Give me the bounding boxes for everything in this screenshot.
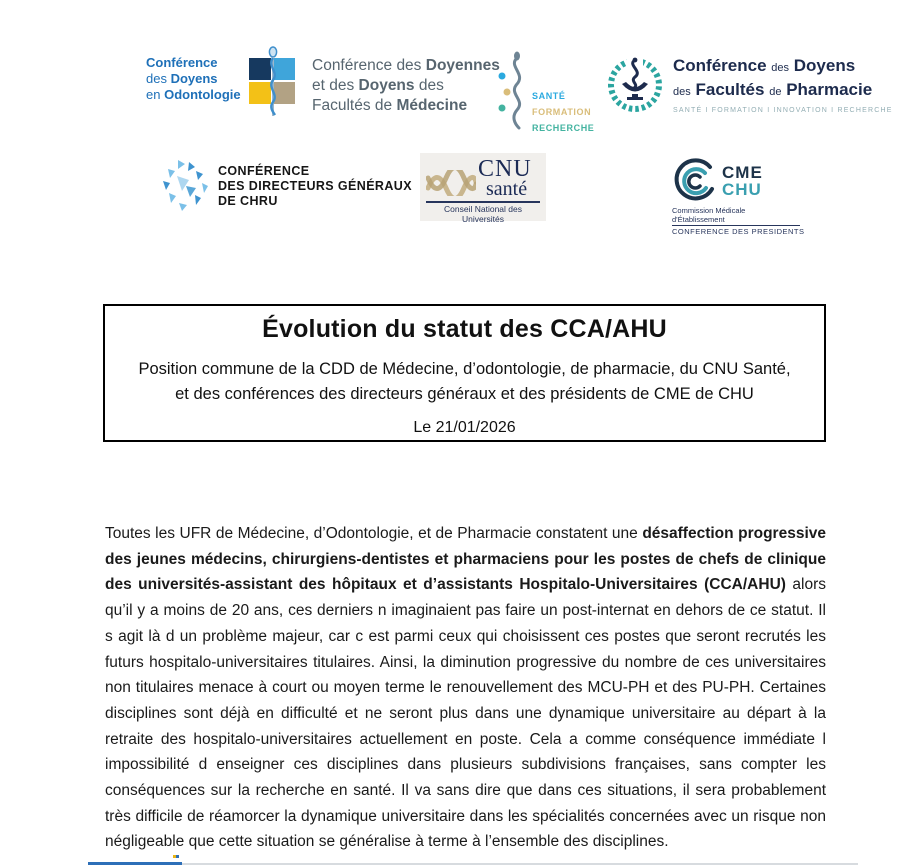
medecine-line3-normal: Facultés de bbox=[312, 97, 397, 114]
fragments-icon bbox=[158, 158, 210, 214]
body-paragraph bbox=[105, 521, 826, 855]
sfr-label-formation: FORMATION bbox=[532, 107, 592, 117]
logo-sante-formation-recherche bbox=[497, 50, 594, 136]
pharmacie-word-doyens: Doyens bbox=[793, 55, 856, 75]
logo-conference-directeurs-generaux-chru bbox=[158, 158, 412, 214]
page-subtitle: Position commune de la CDD de Médecine, d’odontologie, de pharmacie, du CNU Santé, et des conférences des directeurs généraux et des présidents de CME de CHU bbox=[138, 360, 791, 403]
chru-logo-text bbox=[218, 164, 412, 209]
pharmacie-tagline: SANTÉ I FORMATION I INNOVATION I RECHERCHE bbox=[673, 106, 893, 114]
chru-line3: DE CHRU bbox=[218, 193, 278, 208]
asclepius-staff-icon bbox=[266, 46, 280, 118]
odontologie-word-conference: Conférence bbox=[146, 54, 218, 70]
medecine-logo-text bbox=[312, 56, 500, 116]
logo-conference-doyens-medecine bbox=[312, 56, 500, 116]
odontologie-word-doyens: Doyens bbox=[170, 70, 218, 86]
logo-cnu-sante bbox=[420, 153, 546, 224]
body-run-1: Toutes les UFR de Médecine, d’Odontologie, et de Pharmacie constatent une bbox=[105, 525, 643, 542]
odontologie-logo-mark bbox=[249, 58, 296, 105]
laurel-wreath-hygieia-icon bbox=[605, 54, 665, 114]
cnu-word-sante: santé bbox=[486, 178, 528, 200]
cnu-logo-text bbox=[478, 158, 532, 198]
cme-acronym: CME bbox=[722, 163, 763, 182]
chu-acronym: CHU bbox=[722, 180, 762, 199]
odontologie-logo-text bbox=[146, 55, 241, 103]
dna-helix-icon bbox=[426, 170, 476, 196]
odontologie-word-odontologie: Odontologie bbox=[164, 86, 241, 102]
odontologie-word-des: des bbox=[146, 70, 171, 86]
logo-cme-chu bbox=[672, 158, 805, 236]
title-box bbox=[103, 304, 826, 442]
body-run-bold: désaffection progressive des jeunes médecins, chirurgiens-dentistes et pharmaciens pour les postes de chefs de clinique des universités-assistant des hôpitaux et d’assistants Hospitalo-Universitaires (CCA/AHU) bbox=[105, 525, 826, 594]
medecine-line2-normal: et des bbox=[312, 77, 359, 94]
chru-line2: DES DIRECTEURS GÉNÉRAUX bbox=[218, 178, 412, 193]
cnu-divider bbox=[426, 201, 540, 203]
cnu-caption: Conseil National des Universités bbox=[444, 204, 522, 224]
odontologie-word-en: en bbox=[146, 86, 165, 102]
medecine-word-medecine: Médecine bbox=[396, 97, 468, 114]
logo-conference-doyens-odontologie bbox=[146, 52, 296, 105]
pharmacie-word-conference: Conférence bbox=[673, 55, 767, 75]
pharmacie-word-facultes: Facultés bbox=[695, 79, 765, 99]
medecine-word-doyennes: Doyennes bbox=[425, 57, 500, 74]
page-title: Évolution du statut des CCA/AHU bbox=[262, 315, 667, 343]
sfr-labels bbox=[532, 88, 594, 136]
medecine-word-doyens: Doyens bbox=[358, 77, 415, 94]
cme-caption-conference: CONFERENCE DES PRESIDENTS bbox=[672, 227, 805, 236]
chru-line1: CONFÉRENCE bbox=[218, 163, 310, 178]
pharmacie-logo-text bbox=[673, 55, 893, 114]
concentric-arcs-icon bbox=[672, 158, 718, 204]
pharmacie-word-des: des bbox=[771, 61, 790, 74]
pharmacie-word-pharmacie: Pharmacie bbox=[786, 79, 873, 99]
document-date: Le 21/01/2026 bbox=[413, 419, 516, 436]
snake-dots-icon bbox=[497, 50, 527, 130]
sfr-label-sante: SANTÉ bbox=[532, 91, 566, 101]
cutoff-artifact-blue bbox=[176, 855, 179, 858]
pharmacie-word-de: de bbox=[769, 85, 782, 98]
logo-conference-doyens-pharmacie bbox=[605, 54, 893, 114]
body-run-3: alors qu’il y a moins de 20 ans, ces derniers n imaginaient pas faire un post-internat en dehors de ce statut. Il s agit là d un problème majeur, car c est parmi ceux qui choisissent ces postes que seront recrutés les futurs hospitalo-universitaires titulaires. Ainsi, la diminution progressive du nombre de ces universitaires non titulaires menace à court ou moyen terme le renouvellement des MCU-PH et des PU-PH. Certaines disciplines sont déjà en difficulté et ne seront plus dans une dynamique universitaire au départ à la retraite des hospitalo-universitaires actuellement en poste. Cela a comme conséquence immédiate l impossibilité d enseigner ces disciplines dans plusieurs subdivisions françaises, sans compter les conséquences sur la recherche en santé. Il va sans dire que dans ces situations, il sera probablement très difficile de réamorcer la dynamique universitaire dans les spécialités concernées avec un risque non négligeable que cette situation se généralise à terme à l’ensemble des disciplines. bbox=[105, 576, 826, 851]
cme-logo-text bbox=[722, 164, 763, 198]
sfr-label-recherche: RECHERCHE bbox=[532, 123, 595, 133]
pharmacie-word-des2: des bbox=[673, 85, 691, 98]
medecine-line2-tail: des bbox=[414, 77, 444, 94]
medecine-line1-normal: Conférence des bbox=[312, 57, 426, 74]
cnu-acronym: CNU bbox=[478, 156, 532, 182]
cme-caption-commission: Commission Médicale d'Établissement bbox=[672, 206, 800, 226]
